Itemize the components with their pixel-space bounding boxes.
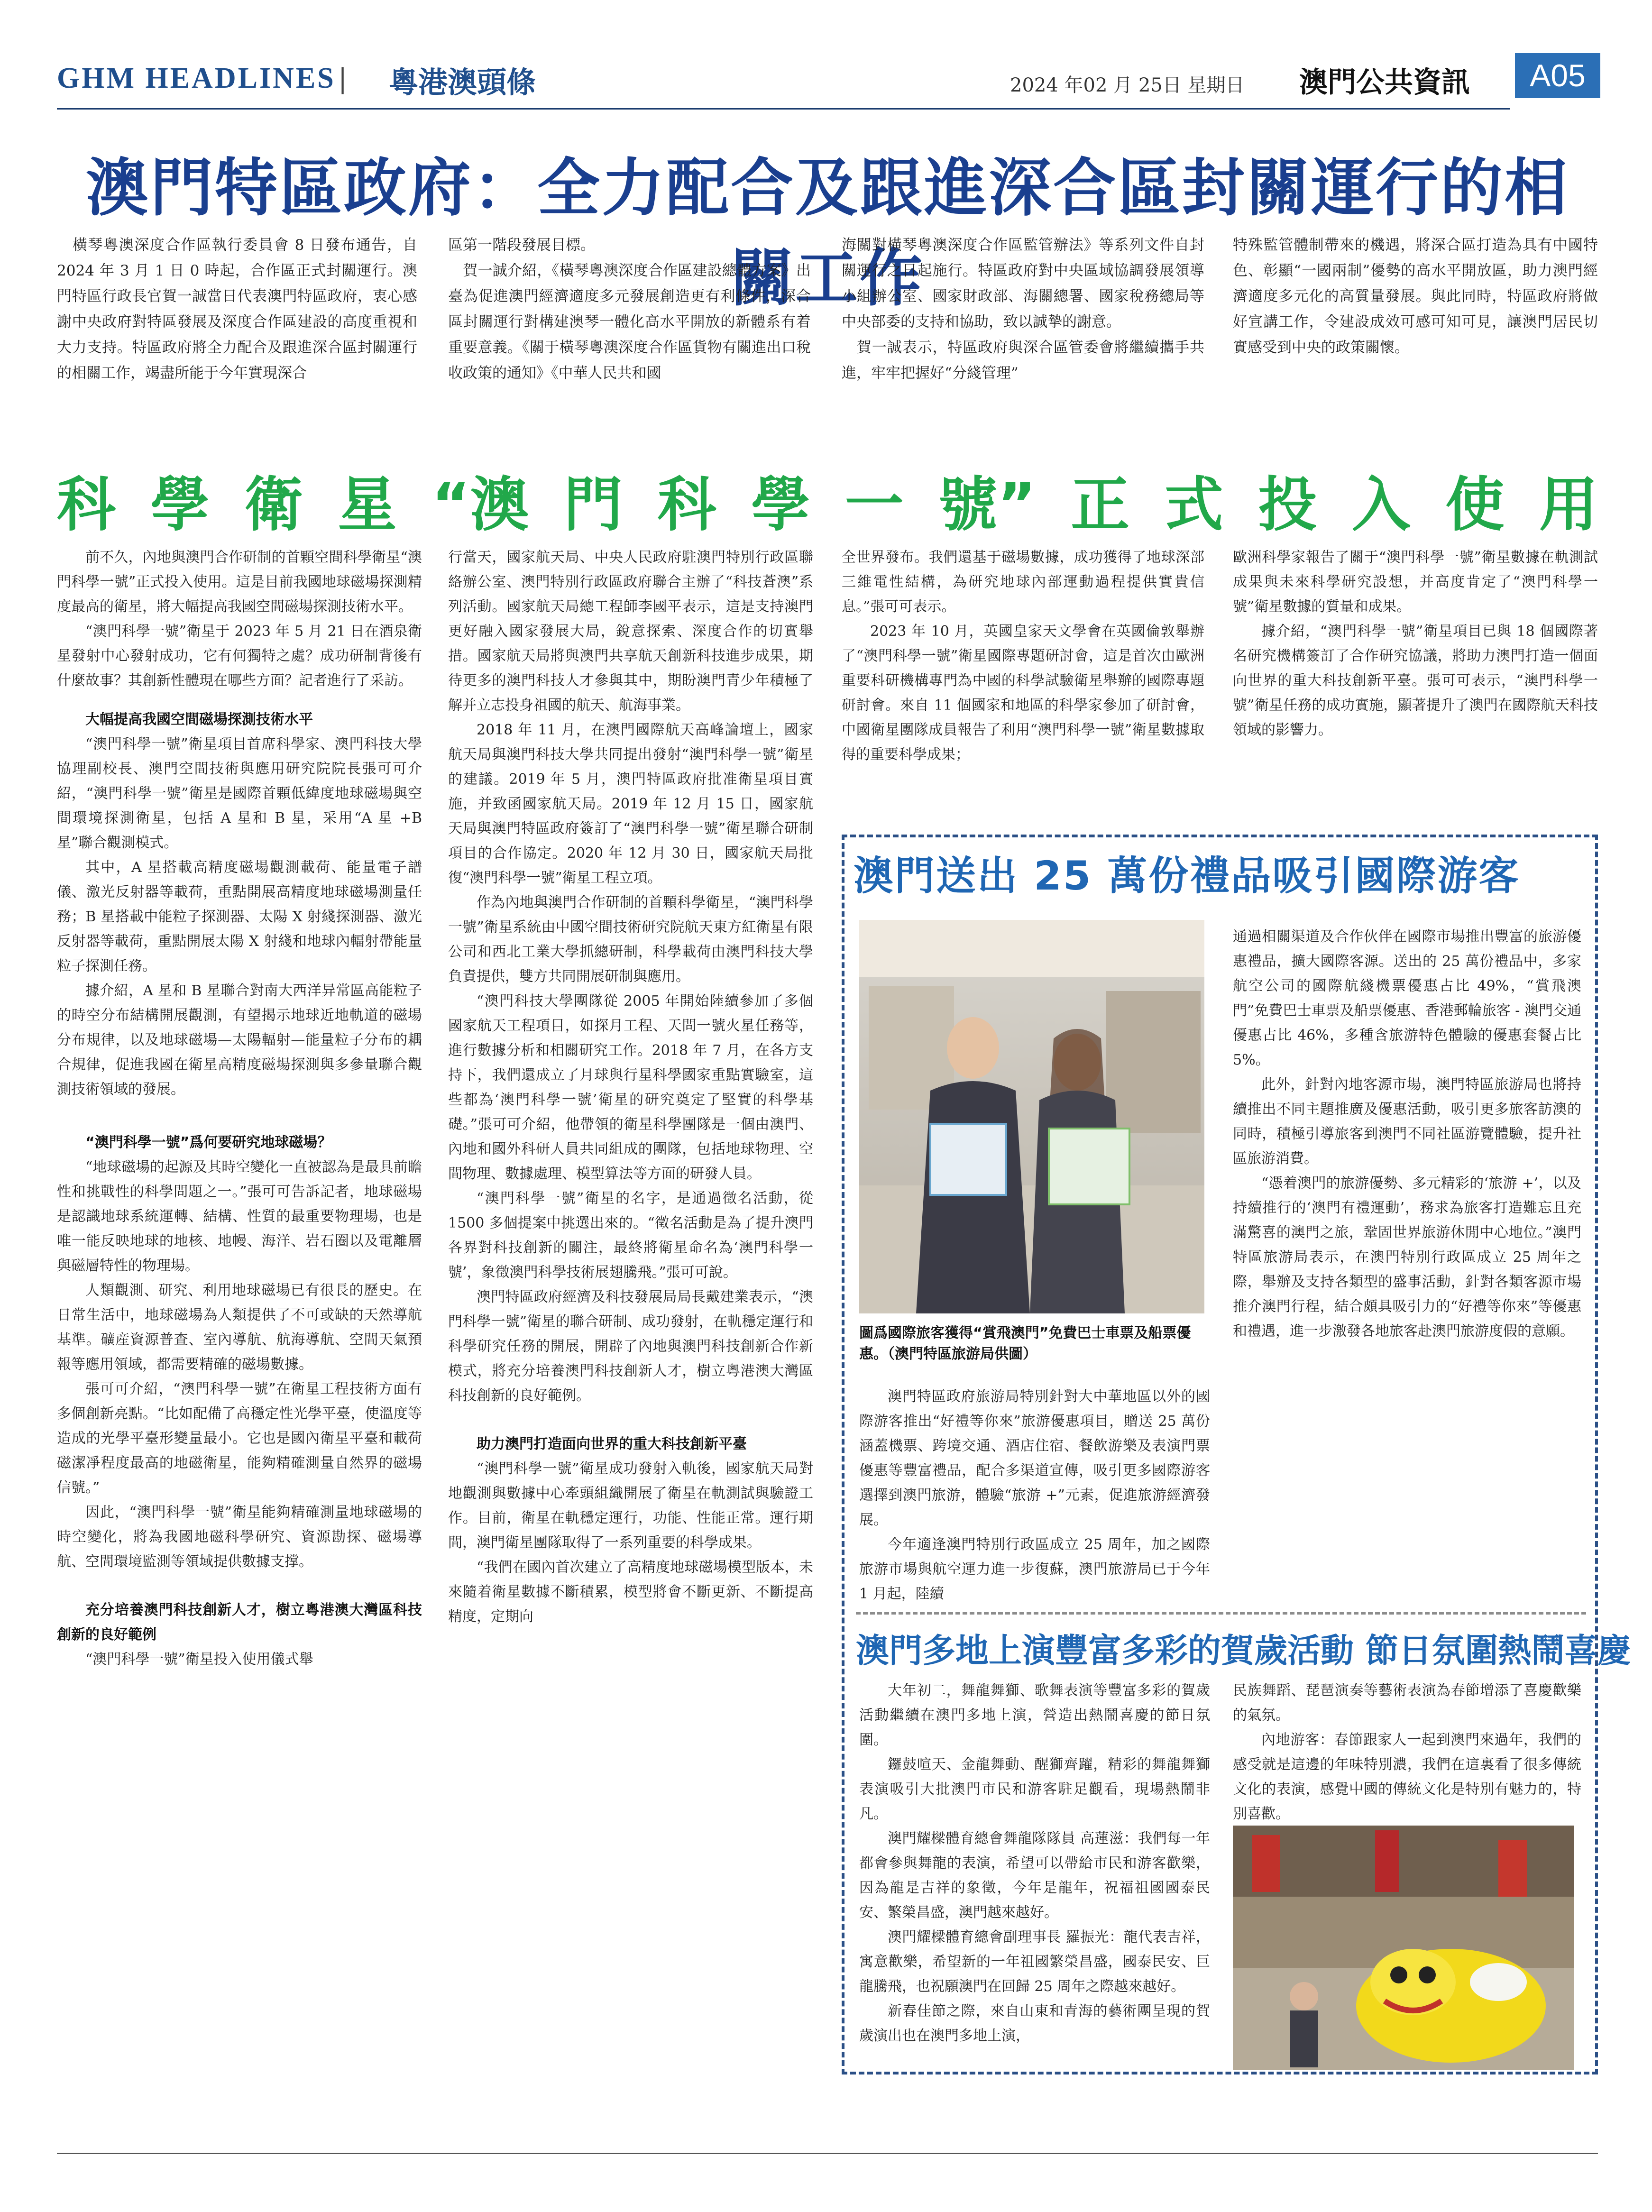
story4-column-b: 民族舞蹈、琵琶演奏等藝術表演為春節增添了喜慶歡樂的氣氛。 內地游客：春節跟家人一起到澳門來過年，我們的感受就是這邊的年味特別濃，我們在這裏看了很多傳統文化的表演，感覺中國的傳統文化是特別有魅力的，特別喜歡。 [1233, 1682, 1581, 1822]
masthead-rule [57, 108, 1510, 110]
story1-column-1: 橫琴粵澳深度合作區執行委員會 8 日發布通告，自 2024 年 3 月 1 日 0 時起，合作區正式封關運行。澳門特區行政長官賀一誠當日代表澳門特區政府，衷心感謝中央政府對特區發展及深度合作區建設的高度重視和大力支持。特區政府將全力配合及跟進深合區封關運行的相關工作，竭盡所能于今年實現深合 [57, 237, 417, 382]
headline-story-3: 澳門送出 25 萬份禮品吸引國際游客 [854, 853, 1520, 899]
masthead-brand: GHM HEADLINES | [57, 62, 348, 94]
lion-dance-photo [1233, 1826, 1574, 2070]
subheading: “澳門科學一號”爲何要研究地球磁場？ [85, 1134, 332, 1151]
subheading: 大幅提高我國空間磁場探測技術水平 [85, 711, 313, 728]
masthead-section: 粵港澳頭條 [389, 65, 536, 100]
headline-story-2: 科 學 衛 星 “澳 門 科 學 一 號” 正 式 投 入 使 用 [57, 471, 1598, 539]
headline-story-1: 澳門特區政府：全力配合及跟進深合區封關運行的相關工作 [86, 152, 1569, 315]
headline-story-4: 澳門多地上演豐富多彩的賀歲活動 節日氛圍熱鬧喜慶 [856, 1631, 1631, 1670]
photo-caption: 圖爲國際旅客獲得“賞飛澳門”免費巴士車票及船票優惠。（澳門特區旅游局供圖） [859, 1325, 1191, 1362]
subheading: 充分培養澳門科技創新人才，樹立粵港澳大灣區科技創新的良好範例 [57, 1602, 422, 1643]
masthead-date: 2024 年02 月 25日 星期日 [1010, 74, 1245, 96]
bottom-rule [57, 2153, 1598, 2154]
story1-column-2: 區第一階段發展目標。 賀一誠介紹，《橫琴粵澳深度合作區建設總體方案》出臺為促進澳門經濟適度多元發展創造更有利條件，深合區封關運行對構建澳琴一體化高水平開放的新體系有着重要意義。《關于橫琴粵澳深度合作區貨物有關進出口稅收政策的通知》《中華人民共和國 [448, 237, 811, 382]
story3-column-a: 澳門特區政府旅游局特別針對大中華地區以外的國際游客推出“好禮等你來”旅游優惠項目，贈送 25 萬份涵蓋機票、跨境交通、酒店住宿、餐飲游樂及表演門票優惠等豐富禮品，配合多渠道宣傳，吸引更多國際游客選擇到澳門旅游，體驗“旅游 +”元素，促進旅游經濟發展。 今年適逢澳門特別行政區成立 25 周年，加之國際旅游市場與航空運力進一步復蘇，澳門旅游局已于今年 1 月起，陸續 [859, 1388, 1210, 1602]
story1-column-4: 特殊監管體制帶來的機遇，將深合區打造為具有中國特色、彰顯“一國兩制”優勢的高水平開放區，助力澳門經濟適度多元化的高質量發展。與此同時，特區政府將做好宣講工作，令建設成效可感可知可見，讓澳門居民切實感受到中央的政策關懷。 [1233, 237, 1598, 356]
tourists-photo [859, 920, 1204, 1313]
story3-column-b: 通過相關渠道及合作伙伴在國際市場推出豐富的旅游優惠禮品，擴大國際客源。送出的 25 萬份禮品中，多家航空公司的國際航綫機票優惠占比 49%，“賞飛澳門”免費巴士車票及船票優惠、香港郵輪旅客 - 澳門交通優惠占比 46%，多種含旅游特色體驗的優惠套餐占比 5%。 此外，針對內地客源市場，澳門特區旅游局也將持續推出不同主題推廣及優惠活動，吸引更多旅客訪澳的同時，積極引導旅客到澳門不同社區游覽體驗，提升社區旅游消費。 “憑着澳門的旅游優勢、多元精彩的‘旅游 +’，以及持續推行的‘澳門有禮運動’，務求為旅客打造難忘且充滿驚喜的澳門之旅，鞏固世界旅游休閒中心地位。”澳門特區旅游局表示，在澳門特別行政區成立 25 周年之際，舉辦及支持各類型的盛事活動，針對各類客源市場推介澳門行程，結合頗具吸引力的“好禮等你來”等優惠和禮遇，進一步激發各地旅客赴澳門旅游度假的意願。 [1233, 928, 1581, 1340]
story2-column-3: 全世界發布。我們還基于磁場數據，成功獲得了地球深部三維電性結構，為研究地球內部運動過程提供實貴信息。”張可可表示。 2023 年 10 月，英國皇家天文學會在英國倫敦舉辦了“澳門科學一號”衛星國際專題研討會，這是首次由歐洲重要科研機構專門為中國的科學試驗衛星舉辦的國際專題研討會。來自 11 個國家和地區的科學家參加了研討會，中國衛星團隊成員報告了利用“澳門科學一號”衛星數據取得的重要科學成果； [842, 549, 1204, 763]
subheading: 助力澳門打造面向世界的重大科技創新平臺 [477, 1436, 747, 1452]
masthead-paper-name: 澳門公共資訊 [1299, 66, 1470, 99]
story2-column-1: 前不久，內地與澳門合作研制的首顆空間科學衛星“澳門科學一號”正式投入使用。這是目前我國地球磁場探測精度最高的衛星，將大幅提高我國空間磁場探測技術水平。 “澳門科學一號”衛星于 2023 年 5 月 21 日在酒泉衛星發射中心發射成功，它有何獨特之處？成功研制背後有什麼故事？其創新性體現在哪些方面？記者進行了采訪。 大幅提高我國空間磁場探測技術水平 “澳門科學一號”衛星項目首席科學家、澳門科技大學協理副校長、澳門空間技術與應用研究院院長張可可介紹，“澳門科學一號”衛星是國際首顆低緯度地球磁場與空間環境探測衛星，包括 A 星和 B 星，采用“A 星 +B 星”聯合觀測模式。 其中，A 星搭載高精度磁場觀測載荷、能量電子譜儀、激光反射器等載荷，重點開展高精度地球磁場測量任務；B 星搭載中能粒子探測器、太陽 X 射綫探測器、激光反射器等載荷，重點開展太陽 X 射綫和地球內輻射帶能量粒子探測任務。 據介紹，A 星和 B 星聯合對南大西洋异常區高能粒子的時空分布結構開展觀測，有望揭示地球近地軌道的磁場分布規律，以及地球磁場—太陽輻射—能量粒子分布的耦合規律，促進我國在衛星高精度磁場探測與多參量聯合觀測技術領域的發展。 “澳門科學一號”爲何要研究地球磁場？ “地球磁場的起源及其時空變化一直被認為是最具前瞻性和挑戰性的科學問題之一。”張可可告訴記者，地球磁場是認識地球系統運轉、結構、性質的最重要物理場，也是唯一能反映地球的地核、地幔、海洋、岩石圈以及電離層與磁層特性的物理場。 人類觀測、研究、利用地球磁場已有很長的歷史。在日常生活中，地球磁場為人類提供了不可或缺的天然導航基準。礦産資源普查、室內導航、航海導航、空間天氣預報等應用領域，都需要精確的磁場數據。 張可可介紹，“澳門科學一號”在衛星工程技術方面有多個創新亮點。“比如配備了高穩定性光學平臺，使溫度等造成的光學平臺形變量最小。它也是國內衛星平臺和載荷磁潔凈程度最高的地磁衛星，能夠精確測量自然界的磁場信號。” 因此，“澳門科學一號”衛星能夠精確測量地球磁場的時空變化，將為我國地磁科學研究、資源勘探、磁場導航、空間環境監測等領域提供數據支撑。 充分培養澳門科技創新人才，樹立粵港澳大灣區科技創新的良好範例 “澳門科學一號”衛星投入使用儀式舉 [57, 549, 422, 1668]
page-number-badge: A05 [1515, 53, 1600, 98]
story4-column-a: 大年初二，舞龍舞獅、歌舞表演等豐富多彩的賀歲活動繼續在澳門多地上演，營造出熱鬧喜慶的節日氛圍。 鑼鼓喧天、金龍舞動、醒獅齊躍，精彩的舞龍舞獅表演吸引大批澳門市民和游客駐足觀看，現場熱鬧非凡。 澳門耀樑體育總會舞龍隊隊員 高蓮滋：我們每一年都會參與舞龍的表演，希望可以帶給市民和游客歡樂，因為龍是吉祥的象徵，今年是龍年，祝福祖國國泰民安、繁榮昌盛，澳門越來越好。 澳門耀樑體育總會副理事長 羅振光：龍代表吉祥，寓意歡樂，希望新的一年祖國繁榮昌盛，國泰民安、巨龍騰飛，也祝願澳門在回歸 25 周年之際越來越好。 新春佳節之際，來自山東和青海的藝術團呈現的賀歲演出也在澳門多地上演， [859, 1682, 1210, 2044]
story2-column-2: 行當天，國家航天局、中央人民政府駐澳門特別行政區聯絡辦公室、澳門特別行政區政府聯合主辦了“科技蒼澳”系列活動。國家航天局總工程師李國平表示，這是支持澳門更好融入國家發展大局，銳意探索、深度合作的切實舉措。國家航天局將與澳門共享航天創新科技進步成果，期待更多的澳門科技人才參與其中，期盼澳門青少年積極了解并立志投身祖國的航天、航海事業。 2018 年 11 月，在澳門國際航天高峰論壇上，國家航天局與澳門科技大學共同提出發射“澳門科學一號”衛星的建議。2019 年 5 月，澳門特區政府批准衛星項目實施，并致函國家航天局。2019 年 12 月 15 日，國家航天局與澳門特區政府簽訂了“澳門科學一號”衛星聯合研制項目的合作協定。2020 年 12 月 30 日，國家航天局批復“澳門科學一號”衛星工程立項。 作為內地與澳門合作研制的首顆科學衛星，“澳門科學一號”衛星系統由中國空間技術研究院航天東方紅衛星有限公司和西北工業大學抓總研制，科學載荷由澳門科技大學負責提供，雙方共同開展研制與應用。 “澳門科技大學團隊從 2005 年開始陸續參加了多個國家航天工程項目，如探月工程、天問一號火星任務等，進行數據分析和相關研究工作。2018 年 7 月，在各方支持下，我們還成立了月球與行星科學國家重點實驗室，這些都為‘澳門科學一號’衛星的研究奠定了堅實的科學基礎。”張可可介紹，他帶領的衛星科學團隊是一個由澳門、內地和國外科研人員共同組成的團隊，包括地球物理、空間物理、數據處理、模型算法等方面的研發人員。 “澳門科學一號”衛星的名字，是通過徵名活動，從 1500 多個提案中挑選出來的。“徵名活動是為了提升澳門各界對科技創新的關注，最終將衛星命名為‘澳門科學一號’，象徵澳門科學技術展翅騰飛。”張可可說。 澳門特區政府經濟及科技發展局局長戴建業表示，“澳門科學一號”衛星的聯合研制、成功發射，在軌穩定運行和科學研究任務的開展，開辟了內地與澳門科技創新合作新模式，將充分培養澳門科技創新人才，樹立粵港澳大灣區科技創新的良好範例。 助力澳門打造面向世界的重大科技創新平臺 “澳門科學一號”衛星成功發射入軌後，國家航天局對地觀測與數據中心牽頭組織開展了衛星在軌測試與驗證工作。目前，衛星在軌穩定運行，功能、性能正常。運行期間，澳門衛星團隊取得了一系列重要的科學成果。 “我們在國內首次建立了高精度地球磁場模型版本，未來隨着衛星數據不斷積累，模型將會不斷更新、不斷提高精度，定期向 [448, 549, 813, 1625]
story2-column-4: 歐洲科學家報告了關于“澳門科學一號”衛星數據在軌測試成果與未來科學研究設想，并高度肯定了“澳門科學一號”衛星數據的質量和成果。 據介紹，“澳門科學一號”衛星項目已與 18 個國際著名研究機構簽訂了合作研究協議，將助力澳門打造一個面向世界的重大科技創新平臺。張可可表示，“澳門科學一號”衛星任務的成功實施，顯著提升了澳門在國際航天科技領域的影響力。 [1233, 549, 1598, 738]
story1-column-3: 海關對橫琴粵澳深度合作區監管辦法》等系列文件自封關運行之日起施行。特區政府對中央區域協調發展領導小組辦公室、國家財政部、海關總署、國家稅務總局等中央部委的支持和協助，致以誠摯的謝意。 賀一誠表示，特區政府與深合區管委會將繼續攜手共進，牢牢把握好“分綫管理” [842, 237, 1204, 382]
box-divider [856, 1612, 1586, 1615]
